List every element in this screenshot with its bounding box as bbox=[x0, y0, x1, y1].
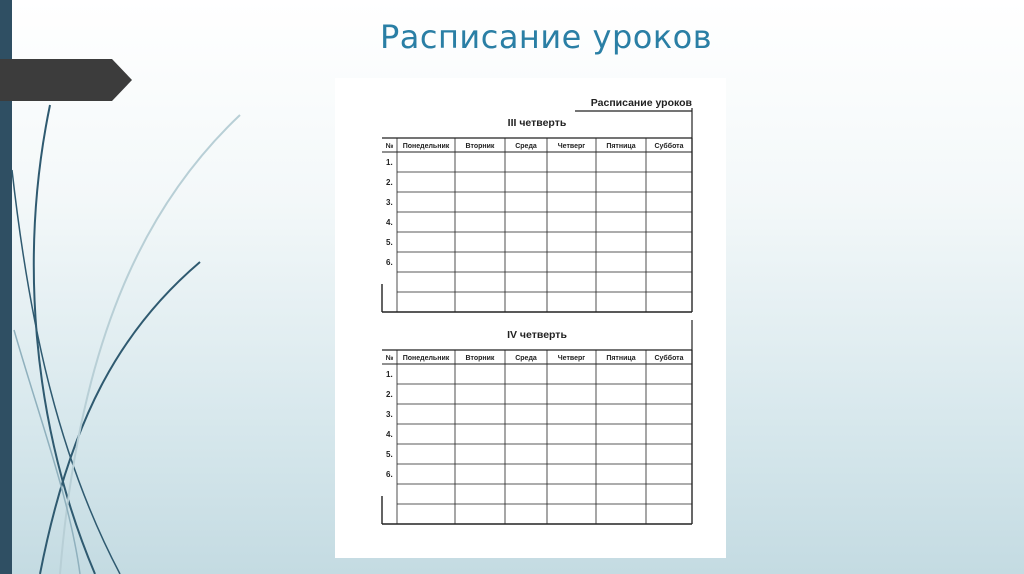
schedule-drawing bbox=[335, 78, 726, 558]
schedule-sheet bbox=[335, 78, 726, 558]
column-header: Понедельник bbox=[402, 355, 450, 362]
row-number: 5. bbox=[386, 450, 393, 459]
column-header: Вторник bbox=[465, 355, 495, 362]
row-number: 5. bbox=[386, 238, 393, 247]
column-header: Суббота bbox=[654, 143, 684, 150]
row-number: 4. bbox=[386, 218, 393, 227]
column-header: № bbox=[385, 355, 394, 362]
column-header: Пятница bbox=[606, 355, 636, 362]
row-number: 2. bbox=[386, 178, 393, 187]
quarter-title: III четверть bbox=[507, 117, 567, 129]
column-header: Четверг bbox=[557, 355, 586, 362]
column-header: Вторник bbox=[465, 143, 495, 150]
row-number: 3. bbox=[386, 410, 393, 419]
row-number: 4. bbox=[386, 430, 393, 439]
row-number: 3. bbox=[386, 198, 393, 207]
column-header: Понедельник bbox=[402, 143, 450, 150]
row-number: 2. bbox=[386, 390, 393, 399]
row-number: 1. bbox=[386, 158, 393, 167]
column-header: Пятница bbox=[606, 143, 636, 150]
sheet-header: Расписание уроков bbox=[590, 97, 692, 109]
slide-title: Расписание уроков bbox=[380, 18, 713, 56]
column-header: Суббота bbox=[654, 355, 684, 362]
column-header: Среда bbox=[515, 355, 537, 362]
column-header: Среда bbox=[515, 143, 537, 150]
quarter-title: IV четверть bbox=[507, 329, 567, 341]
decorative-curves bbox=[0, 0, 260, 574]
column-header: № bbox=[385, 143, 394, 150]
row-number: 6. bbox=[386, 258, 393, 267]
column-header: Четверг bbox=[557, 143, 586, 150]
row-number: 1. bbox=[386, 370, 393, 379]
row-number: 6. bbox=[386, 470, 393, 479]
